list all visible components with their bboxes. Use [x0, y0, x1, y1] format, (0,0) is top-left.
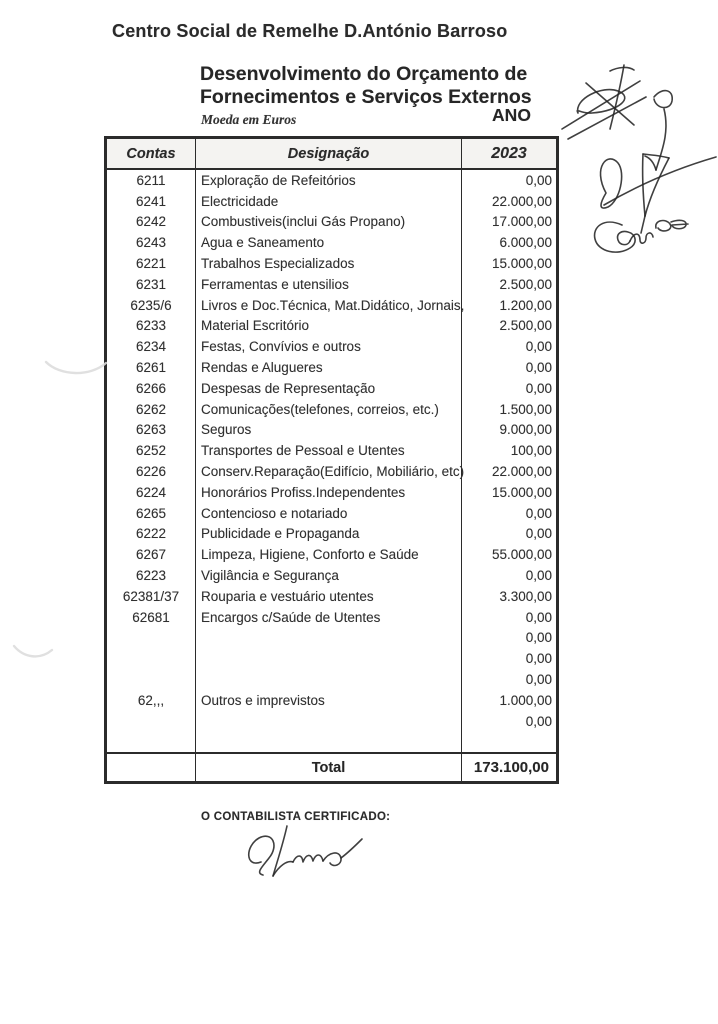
- cell-designacao: [196, 669, 462, 690]
- table-row: [107, 503, 556, 524]
- cell-valor: 0,00: [525, 651, 552, 667]
- cell-valor: 0,00: [525, 360, 552, 376]
- cell-valor: 15.000,00: [491, 484, 552, 500]
- table-row: [107, 461, 556, 482]
- cell-conta: 6265: [107, 503, 196, 524]
- table-row: [107, 336, 556, 357]
- table-row: [107, 732, 556, 753]
- cell-designacao: Honorários Profiss.Independentes: [196, 482, 462, 503]
- cell-conta: 6241: [107, 191, 196, 212]
- cell-designacao: Transportes de Pessoal e Utentes: [196, 440, 462, 461]
- signatures-top-right: [558, 55, 718, 265]
- cell-designacao: [196, 628, 462, 649]
- table-row: [107, 669, 556, 690]
- table-header-row: [107, 139, 556, 170]
- company-title: Centro Social de Remelhe D.António Barroso: [112, 21, 508, 41]
- cell-designacao: Limpeza, Higiene, Conforto e Saúde: [196, 544, 462, 565]
- cell-designacao: Ferramentas e utensilios: [196, 274, 462, 295]
- cell-conta: 6226: [107, 461, 196, 482]
- cell-conta: [107, 669, 196, 690]
- cell-valor: 22.000,00: [491, 193, 552, 209]
- cell-conta: [107, 628, 196, 649]
- cell-designacao: Comunicações(telefones, correios, etc.): [196, 399, 462, 420]
- cell-valor: 0,00: [525, 568, 552, 584]
- table-row: [107, 565, 556, 586]
- cell-conta: 6263: [107, 420, 196, 441]
- table-row: [107, 170, 556, 191]
- cell-conta: 6267: [107, 544, 196, 565]
- cell-conta: 6231: [107, 274, 196, 295]
- cell-valor: 0,00: [525, 713, 552, 729]
- cell-designacao: Despesas de Representação: [196, 378, 462, 399]
- cell-designacao: Exploração de Refeitórios: [196, 170, 462, 191]
- cell-valor: 0,00: [525, 172, 552, 188]
- table-body: [107, 170, 556, 752]
- cell-valor: 55.000,00: [491, 547, 552, 563]
- cell-valor: 100,00: [510, 443, 552, 459]
- signature-accountant: [235, 822, 385, 882]
- cell-designacao: Trabalhos Especializados: [196, 253, 462, 274]
- document-title-line2: Fornecimentos e Serviços Externos: [200, 86, 532, 108]
- cell-valor: 17.000,00: [491, 214, 552, 230]
- cell-designacao: Electricidade: [196, 191, 462, 212]
- cell-designacao: Contencioso e notariado: [196, 503, 462, 524]
- cell-valor: 0,00: [525, 505, 552, 521]
- cell-designacao: Publicidade e Propaganda: [196, 524, 462, 545]
- budget-table: [104, 136, 559, 784]
- currency-note: Moeda em Euros: [201, 112, 297, 127]
- cell-designacao: Conserv.Reparação(Edifício, Mobiliário, etc): [196, 461, 462, 482]
- cell-conta: 6233: [107, 316, 196, 337]
- cell-conta: 6221: [107, 253, 196, 274]
- cell-designacao: Outros e imprevistos: [196, 690, 462, 711]
- cell-designacao: Encargos c/Saúde de Utentes: [196, 607, 462, 628]
- table-row: [107, 295, 556, 316]
- table-row: [107, 378, 556, 399]
- table-row: [107, 628, 556, 649]
- cell-valor: 1.200,00: [499, 297, 552, 313]
- cell-valor: 0,00: [525, 630, 552, 646]
- table-row: [107, 191, 556, 212]
- cell-valor: 1.000,00: [499, 692, 552, 708]
- cell-valor: 3.300,00: [499, 588, 552, 604]
- cell-conta: 62,,,: [107, 690, 196, 711]
- table-row: [107, 607, 556, 628]
- table-total-row: [107, 752, 556, 781]
- cell-designacao: [196, 711, 462, 732]
- cell-valor: 2.500,00: [499, 318, 552, 334]
- table-row: [107, 274, 556, 295]
- cell-conta: 62381/37: [107, 586, 196, 607]
- cell-valor: 1.500,00: [499, 401, 552, 417]
- table-row: [107, 420, 556, 441]
- cell-conta: 6252: [107, 440, 196, 461]
- cell-conta: 62681: [107, 607, 196, 628]
- cell-conta: 6243: [107, 232, 196, 253]
- cell-designacao: [196, 732, 462, 753]
- column-header-contas: Contas: [107, 139, 196, 168]
- table-row: [107, 586, 556, 607]
- cell-conta: 6261: [107, 357, 196, 378]
- document-title-line1: Desenvolvimento do Orçamento de: [200, 63, 528, 85]
- table-row: [107, 440, 556, 461]
- cell-valor: 0,00: [525, 339, 552, 355]
- cell-conta: 6234: [107, 336, 196, 357]
- column-header-year: 2023: [491, 144, 527, 162]
- table-row: [107, 482, 556, 503]
- cell-conta: [107, 648, 196, 669]
- table-row: [107, 212, 556, 233]
- cell-valor: 0,00: [525, 380, 552, 396]
- total-label: Total: [196, 754, 462, 781]
- cell-valor: 0,00: [525, 672, 552, 688]
- cell-conta: 6262: [107, 399, 196, 420]
- table-row: [107, 357, 556, 378]
- cell-designacao: [196, 648, 462, 669]
- table-row: [107, 648, 556, 669]
- cell-conta: 6223: [107, 565, 196, 586]
- document-title: [200, 63, 532, 109]
- cell-valor: 0,00: [525, 609, 552, 625]
- cell-conta: [107, 711, 196, 732]
- cell-conta: 6266: [107, 378, 196, 399]
- total-empty-cell: [107, 754, 196, 781]
- cell-conta: 6211: [107, 170, 196, 191]
- cell-designacao: Rendas e Alugueres: [196, 357, 462, 378]
- table-row: [107, 544, 556, 565]
- cell-conta: [107, 732, 196, 753]
- cell-designacao: Vigilância e Segurança: [196, 565, 462, 586]
- table-row: [107, 399, 556, 420]
- cell-valor: 15.000,00: [491, 256, 552, 272]
- cell-designacao: Rouparia e vestuário utentes: [196, 586, 462, 607]
- cell-conta: 6242: [107, 212, 196, 233]
- table-row: [107, 253, 556, 274]
- accountant-label: O CONTABILISTA CERTIFICADO:: [201, 811, 391, 823]
- cell-conta: 6235/6: [107, 295, 196, 316]
- cell-valor: 2.500,00: [499, 276, 552, 292]
- table-row: [107, 524, 556, 545]
- cell-conta: 6224: [107, 482, 196, 503]
- cell-conta: 6222: [107, 524, 196, 545]
- cell-designacao: Agua e Saneamento: [196, 232, 462, 253]
- cell-designacao: Livros e Doc.Técnica, Mat.Didático, Jornais,: [196, 295, 462, 316]
- cell-valor: 22.000,00: [491, 464, 552, 480]
- year-label: ANO: [492, 105, 531, 125]
- cell-designacao: Festas, Convívios e outros: [196, 336, 462, 357]
- table-row: [107, 232, 556, 253]
- total-value: 173.100,00: [473, 759, 549, 777]
- table-row: [107, 690, 556, 711]
- cell-valor: 6.000,00: [499, 235, 552, 251]
- cell-valor: [462, 732, 556, 753]
- cell-designacao: Seguros: [196, 420, 462, 441]
- cell-designacao: Material Escritório: [196, 316, 462, 337]
- column-header-designacao: Designação: [196, 139, 462, 168]
- table-row: [107, 711, 556, 732]
- cell-valor: 0,00: [525, 526, 552, 542]
- cell-valor: 9.000,00: [499, 422, 552, 438]
- table-row: [107, 316, 556, 337]
- cell-designacao: Combustiveis(inclui Gás Propano): [196, 212, 462, 233]
